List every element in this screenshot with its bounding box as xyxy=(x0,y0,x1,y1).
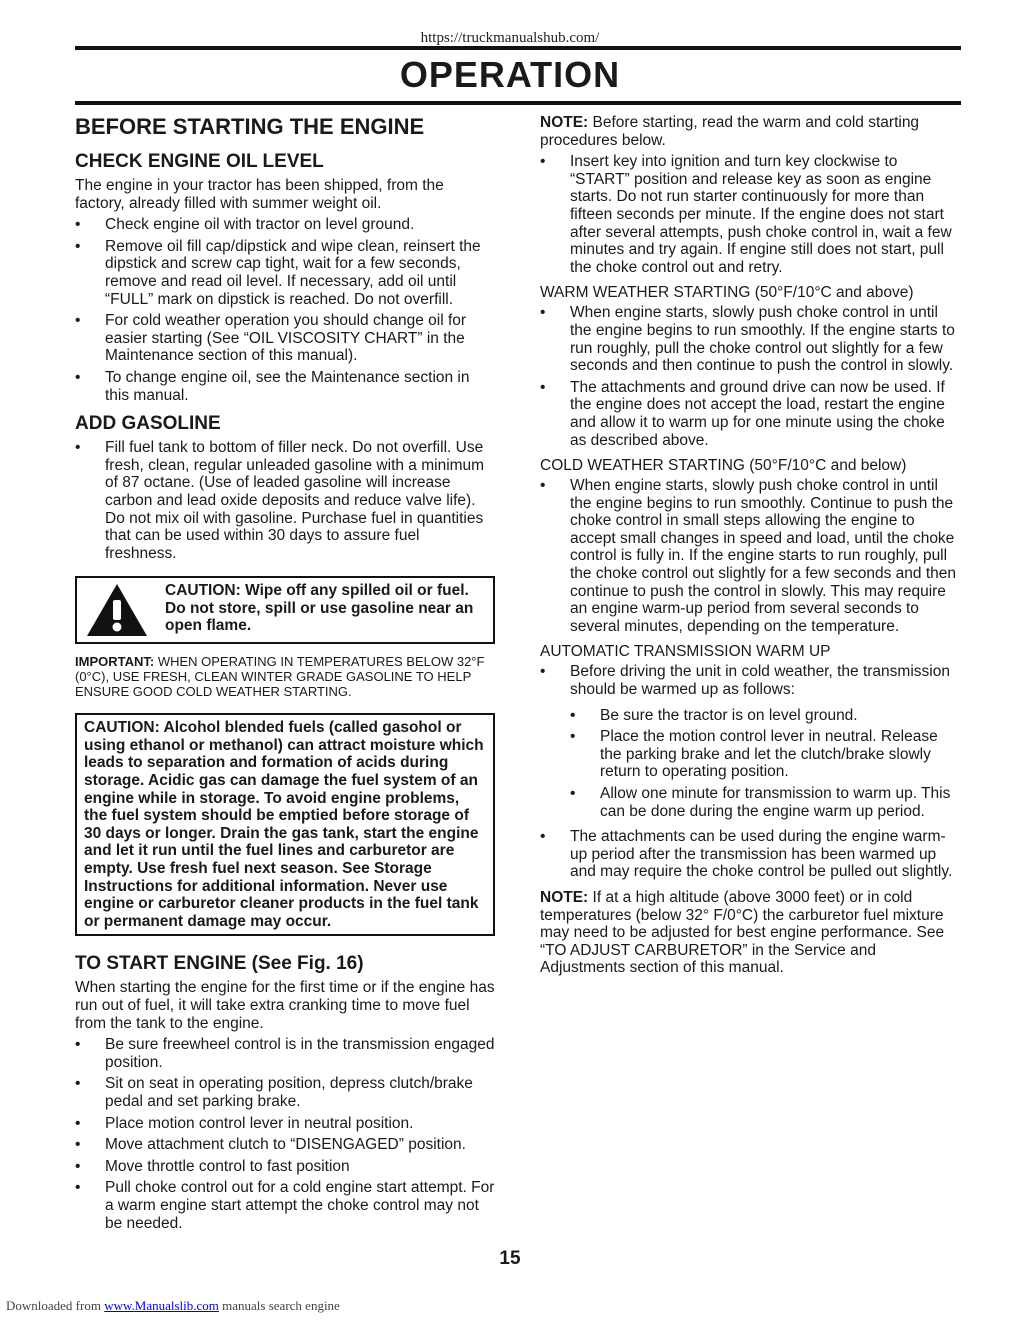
auto-list xyxy=(540,663,960,698)
sub-list-item: • Place the motion control lever in neutral. Release the parking brake and let the clutch/brake slowly return to operating position. xyxy=(540,728,960,781)
list-item: • Sit on seat in operating position, depress clutch/brake pedal and set parking brake. xyxy=(75,1075,495,1110)
list-item: • For cold weather operation you should change oil for easier starting (See “OIL VISCOSITY CHART” in the Maintenance section of this manual). xyxy=(75,312,495,365)
header-rule-bottom xyxy=(75,101,961,105)
warning-triangle-icon xyxy=(85,582,149,638)
caution-box-alcohol-fuels: CAUTION: Alcohol blended fuels (called gasohol or using ethanol or methanol) can attract moisture which leads to separation and formation of acids during storage. Acidic gas can damage the fuel system of an engine while in storage. To avoid engine problems, the fuel system should be emptied before storage of 30 days or longer. Drain the gas tank, start the engine and let it run until the fuel lines and carburetor are empty. Use fresh fuel next season. See Storage Instructions for additional information. Never use engine or carburetor cleaner products in the fuel tank or permanent damage may occur. xyxy=(75,713,495,936)
note-text: If at a high altitude (above 3000 feet) or in cold temperatures (below 32° F/0°C) the carburetor fuel mixture may need to be adjusted for best engine performance. See “TO ADJUST CARBURETOR” in the Service and Adjustments section of this manual. xyxy=(540,888,945,977)
list-item: • To change engine oil, see the Maintenance section in this manual. xyxy=(75,369,495,404)
list-item: • Insert key into ignition and turn key clockwise to “START” position and release key as soon as engine starts. Do not run starter continuously for more than fifteen seconds per minute. If the engine does not start after several attempts, push choke control in, wait a few minutes and try again. If engine still does not start, pull the choke control out and retry. xyxy=(540,153,960,276)
list-item: • Move throttle control to fast position xyxy=(75,1158,495,1176)
sub-list-item: • Be sure the tractor is on level ground. xyxy=(540,707,960,725)
sub-list-item: • Allow one minute for transmission to warm up. This can be done during the engine warm up period. xyxy=(540,785,960,820)
page-number: 15 xyxy=(499,1248,521,1269)
start-intro: When starting the engine for the first time or if the engine has run out of fuel, it will take extra cranking time to move fuel from the tank to the engine. xyxy=(75,979,495,1032)
list-item: • Move attachment clutch to “DISENGAGED” position. xyxy=(75,1136,495,1154)
caution-text: CAUTION: Wipe off any spilled oil or fuel. Do not store, spill or use gasoline near an open flame. xyxy=(165,582,474,635)
left-column xyxy=(75,114,495,1240)
important-note xyxy=(75,654,495,699)
right-column xyxy=(540,114,960,981)
subheading-to-start-engine: TO START ENGINE (See Fig. 16) xyxy=(75,953,364,975)
list-item: • The attachments can be used during the engine warm-up period after the transmission has been warmed up and may require the choke control be pulled out slightly. xyxy=(540,828,960,881)
oil-intro: The engine in your tractor has been shipped, from the factory, already filled with summer weight oil. xyxy=(75,177,444,212)
list-item: • When engine starts, slowly push choke control in until the engine begins to run smoothly. If the engine starts to run roughly, pull the choke control out slightly for a few seconds and then continue to push the control in slowly. xyxy=(540,304,960,374)
source-url: https://truckmanualshub.com/ xyxy=(420,30,600,46)
list-item: • Place motion control lever in neutral position. xyxy=(75,1115,495,1133)
footer-suffix: manuals search engine xyxy=(218,1298,340,1313)
start-list xyxy=(75,1036,495,1232)
list-item: • When engine starts, slowly push choke control in until the engine begins to run smoothly. Continue to push the choke control in small steps allowing the engine to accept small changes in speed and load, until the choke control is fully in. If the engine starts to run roughly, pull the choke control out slightly for a few seconds and then continue to push the control in slowly. This may require an engine warm-up period from several seconds to several minutes, depending on the temperature. xyxy=(540,477,960,635)
section-heading-before-starting: BEFORE STARTING THE ENGINE xyxy=(75,114,425,139)
list-item: • Pull choke control out for a cold engine start attempt. For a warm engine start attempt the choke control may not be needed. xyxy=(75,1179,495,1232)
caution-box-spill xyxy=(75,576,495,644)
list-item: • Before driving the unit in cold weather, the transmission should be warmed up as follows: xyxy=(540,663,960,698)
important-text: WHEN OPERATING IN TEMPERATURES BELOW 32°F (0°C), USE FRESH, CLEAN WINTER GRADE GASOLINE TO HELP ENSURE GOOD COLD WEATHER STARTING. xyxy=(75,654,485,700)
gas-list xyxy=(75,439,495,562)
warm-list xyxy=(540,304,960,449)
subheading-auto-transmission: AUTOMATIC TRANSMISSION WARM UP xyxy=(540,643,831,661)
auto-list-2 xyxy=(540,828,960,881)
download-footer xyxy=(6,1298,340,1314)
subheading-add-gasoline: ADD GASOLINE xyxy=(75,413,221,435)
list-item: • Remove oil fill cap/dipstick and wipe clean, reinsert the dipstick and screw cap tight, wait for a few seconds, remove and read oil level. If necessary, add oil until “FULL” mark on dipstick is reached. Do not overfill. xyxy=(75,238,495,308)
subheading-check-oil: CHECK ENGINE OIL LEVEL xyxy=(75,151,324,172)
ignition-list xyxy=(540,153,960,276)
auto-sub-list xyxy=(540,707,960,821)
subheading-cold-weather: COLD WEATHER STARTING (50°F/10°C and below) xyxy=(540,457,907,475)
note-before-starting xyxy=(540,114,960,149)
note-altitude xyxy=(540,889,960,977)
list-item: • Check engine oil with tractor on level ground. xyxy=(75,216,495,234)
list-item: • Fill fuel tank to bottom of filler neck. Do not overfill. Use fresh, clean, regular unleaded gasoline with a minimum of 87 octane. (Use of leaded gasoline will increase carbon and lead oxide deposits and reduce valve life). Do not mix oil with gasoline. Purchase fuel in quantities that can be used within 30 days to assure fuel freshness. xyxy=(75,439,495,562)
header-rule-top xyxy=(75,46,961,50)
list-item: • Be sure freewheel control is in the transmission engaged position. xyxy=(75,1036,495,1071)
oil-list xyxy=(75,216,495,404)
important-label: IMPORTANT: xyxy=(75,654,155,670)
note-label: NOTE: xyxy=(540,888,589,906)
footer-prefix: Downloaded from xyxy=(6,1298,105,1313)
note-text: Before starting, read the warm and cold starting procedures below. xyxy=(540,114,920,149)
page-title: OPERATION xyxy=(399,54,621,95)
note-label: NOTE: xyxy=(540,114,589,131)
cold-list xyxy=(540,477,960,635)
list-item: • The attachments and ground drive can now be used. If the engine does not accept the load, restart the engine and allow it to warm up for one minute using the choke as described above. xyxy=(540,379,960,449)
subheading-warm-weather: WARM WEATHER STARTING (50°F/10°C and above) xyxy=(540,284,914,302)
manualslib-link[interactable]: www.Manualslib.com xyxy=(104,1298,219,1313)
